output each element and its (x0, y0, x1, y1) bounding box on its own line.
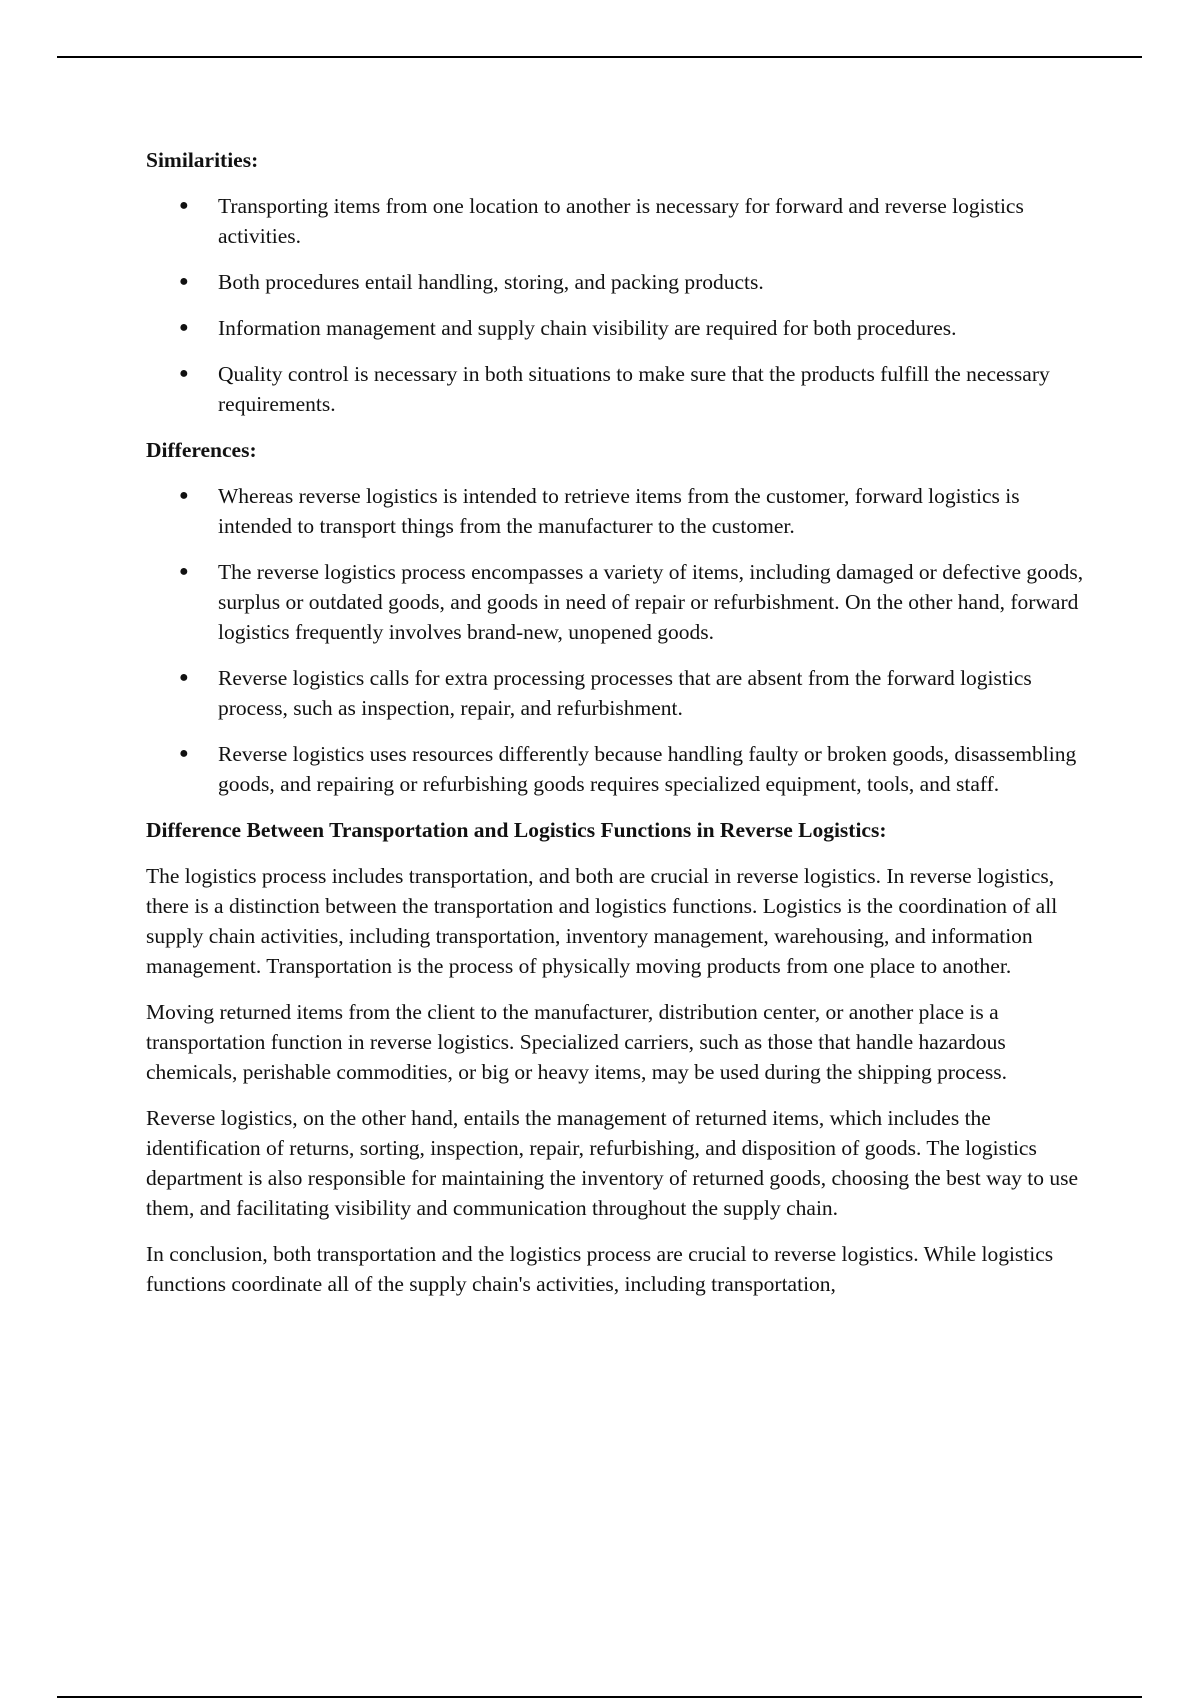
bullet-icon: ● (179, 365, 189, 382)
top-rule (57, 56, 1142, 58)
list-item-text: Whereas reverse logistics is intended to retrieve items from the customer, forward logistics is intended to transport things from the manufacturer to the customer. (218, 484, 1020, 538)
list-item (146, 557, 1091, 647)
list-item (146, 481, 1091, 541)
list-item-text: Information management and supply chain visibility are required for both procedures. (218, 316, 957, 340)
list-item (146, 191, 1091, 251)
paragraph: In conclusion, both transportation and the logistics process are crucial to reverse logistics. While logistics functions coordinate all of the supply chain's activities, including transportation, (146, 1242, 1054, 1296)
list-item (146, 663, 1091, 723)
paragraph: The logistics process includes transportation, and both are crucial in reverse logistics. In reverse logistics, there is a distinction between the transportation and logistics functions. Logistics is the coordination of all supply chain activities, including transportation, inventory management, warehousing, and information management. Transportation is the process of physically moving products from one place to another. (146, 864, 1058, 978)
similarities-list (146, 191, 1091, 419)
paragraph: Reverse logistics, on the other hand, entails the management of returned items, which includes the identification of returns, sorting, inspection, repair, refurbishing, and disposition of goods. The logistics department is also responsible for maintaining the inventory of returned goods, choosing the best way to use them, and facilitating visibility and communication throughout the supply chain. (146, 1106, 1079, 1220)
similarities-heading: Similarities: (146, 148, 259, 172)
list-item-text: Quality control is necessary in both situations to make sure that the products fulfill the necessary requirements. (218, 362, 1050, 416)
list-item (146, 359, 1091, 419)
list-item-text: Reverse logistics uses resources differently because handling faulty or broken goods, disassembling goods, and repairing or refurbishing goods requires specialized equipment, tools, and staff. (218, 742, 1077, 796)
bullet-icon: ● (179, 745, 189, 762)
paragraph: Moving returned items from the client to the manufacturer, distribution center, or another place is a transportation function in reverse logistics. Specialized carriers, such as those that handle hazardous chemicals, perishable commodities, or big or heavy items, may be used during the shipping process. (146, 1000, 1007, 1084)
bullet-icon: ● (179, 319, 189, 336)
differences-heading: Differences: (146, 438, 257, 462)
transport-vs-logistics-heading: Difference Between Transportation and Logistics Functions in Reverse Logistics: (146, 818, 887, 842)
bullet-icon: ● (179, 197, 189, 214)
differences-list (146, 481, 1091, 799)
list-item (146, 313, 1091, 343)
list-item-text: The reverse logistics process encompasses a variety of items, including damaged or defective goods, surplus or outdated goods, and goods in need of repair or refurbishment. On the other hand, forward logistics frequently involves brand-new, unopened goods. (218, 560, 1084, 644)
list-item-text: Transporting items from one location to another is necessary for forward and reverse logistics activities. (218, 194, 1024, 248)
list-item (146, 267, 1091, 297)
bullet-icon: ● (179, 487, 189, 504)
document-body (146, 145, 1091, 1315)
bottom-rule (57, 1696, 1142, 1698)
bullet-icon: ● (179, 669, 189, 686)
bullet-icon: ● (179, 273, 189, 290)
bullet-icon: ● (179, 563, 189, 580)
list-item-text: Both procedures entail handling, storing, and packing products. (218, 270, 764, 294)
list-item (146, 739, 1091, 799)
list-item-text: Reverse logistics calls for extra processing processes that are absent from the forward logistics process, such as inspection, repair, and refurbishment. (218, 666, 1032, 720)
